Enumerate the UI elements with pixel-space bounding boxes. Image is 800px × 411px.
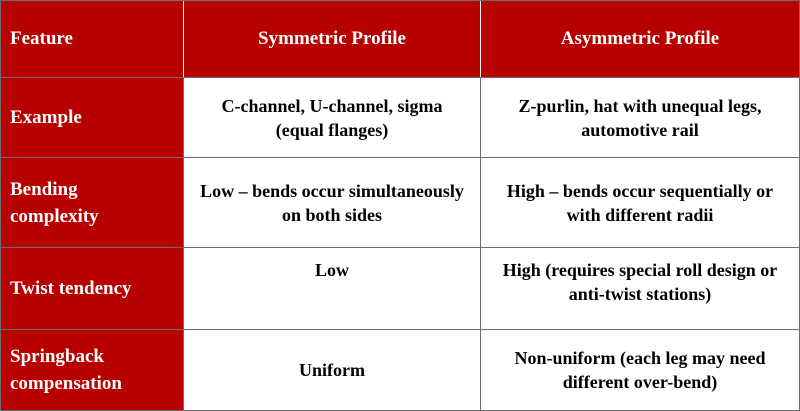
symmetric-value: C-channel, U-channel, sigma (equal flanges) <box>221 95 443 140</box>
asymmetric-value: Z-purlin, hat with unequal legs, automotive rail <box>518 95 762 140</box>
row-feature-label: Bending complexity <box>10 178 99 227</box>
header-asymmetric-label: Asymmetric Profile <box>560 28 720 49</box>
asymmetric-cell <box>480 78 799 157</box>
header-asymmetric <box>480 1 799 77</box>
row-feature-label: Twist tendency <box>10 278 132 299</box>
symmetric-value: Low <box>314 260 349 280</box>
symmetric-cell <box>183 330 480 410</box>
asymmetric-value: High (requires special roll design or anti-twist stations) <box>502 260 778 304</box>
row-feature-label: Springback compensation <box>10 346 122 394</box>
table-row <box>1 248 799 330</box>
header-symmetric-label: Symmetric Profile <box>258 28 406 49</box>
symmetric-value: Low – bends occur simultaneously on both sides <box>200 180 464 225</box>
symmetric-value: Uniform <box>299 360 365 380</box>
header-feature <box>1 1 183 77</box>
row-feature-cell <box>1 78 183 157</box>
table-row <box>1 158 799 248</box>
asymmetric-cell <box>480 248 799 329</box>
row-feature-cell <box>1 248 183 329</box>
header-symmetric <box>183 1 480 77</box>
table-header-row <box>1 1 799 78</box>
table-row <box>1 330 799 410</box>
asymmetric-value: High – bends occur sequentially or with different radii <box>506 180 774 225</box>
asymmetric-value: Non-uniform (each leg may need different over-bend) <box>514 348 766 392</box>
symmetric-cell <box>183 158 480 247</box>
table-row <box>1 78 799 158</box>
row-feature-cell <box>1 330 183 410</box>
symmetric-cell <box>183 78 480 157</box>
row-feature-cell <box>1 158 183 247</box>
header-feature-label: Feature <box>10 28 73 49</box>
asymmetric-cell <box>480 330 799 410</box>
symmetric-cell <box>183 248 480 329</box>
row-feature-label: Example <box>10 107 82 128</box>
asymmetric-cell <box>480 158 799 247</box>
